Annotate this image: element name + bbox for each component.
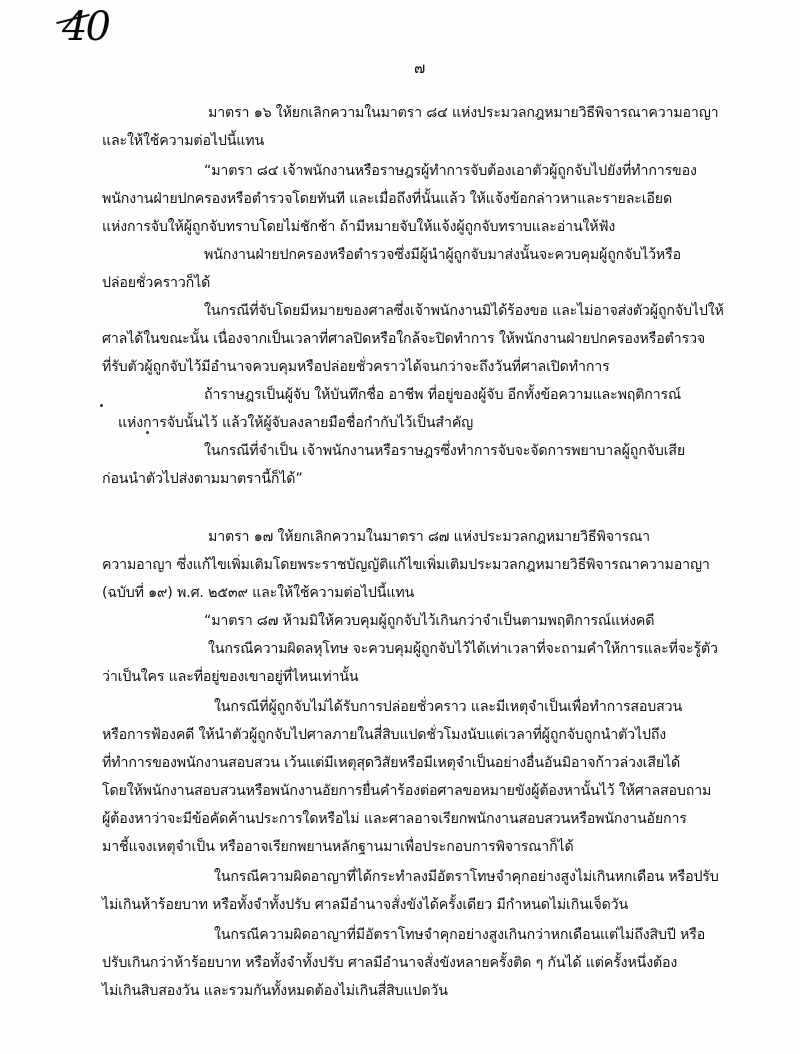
body-line: ในกรณีความผิดอาญาที่มีอัตราโทษจำคุกอย่างสูงเกินกว่าหกเดือนแต่ไม่ถึงสิบปี หรือ (214, 927, 706, 943)
body-line: ในกรณีที่จับโดยมีหมายของศาลซึ่งเจ้าพนักงานมิได้ร้องขอ และไม่อาจส่งตัวผู้ถูกจับไปให้ (204, 303, 724, 319)
body-line: โดยให้พนักงานสอบสวนหรือพนักงานอัยการยื่นคำร้องต่อศาลขอหมายขังผู้ต้องหานั้นไว้ ให้ศาลสอบถาม (102, 783, 712, 799)
body-line: “มาตรา ๘๗ ห้ามมิให้ควบคุมผู้ถูกจับไว้เกินกว่าจำเป็นตามพฤติการณ์แห่งคดี (204, 613, 655, 629)
body-line: ไม่เกินห้าร้อยบาท หรือทั้งจำทั้งปรับ ศาลมีอำนาจสั่งขังได้ครั้งเดียว มีกำหนดไม่เกินเจ็ดวัน (102, 897, 629, 913)
body-line: ปรับเกินกว่าห้าร้อยบาท หรือทั้งจำทั้งปรับ ศาลมีอำนาจสั่งขังหลายครั้งติด ๆ กันได้ แต่ครั้งหนึ่งต้อง (102, 955, 678, 971)
body-line: ศาลได้ในขณะนั้น เนื่องจากเป็นเวลาที่ศาลปิดหรือใกล้จะปิดทำการ ให้พนักงานฝ่ายปกครองหรือตำรวจ (102, 331, 706, 347)
body-line: ที่ทำการของพนักงานสอบสวน เว้นแต่มีเหตุสุดวิสัยหรือมีเหตุจำเป็นอย่างอื่นอันมิอาจก้าวล่วงเสียได้ (102, 755, 681, 771)
body-line: หรือการฟ้องคดี ให้นำตัวผู้ถูกจับไปศาลภายในสี่สิบแปดชั่วโมงนับแต่เวลาที่ผู้ถูกจับถูกนำตัวไปถึง (102, 727, 667, 743)
body-line: พนักงานฝ่ายปกครองหรือตำรวจซึ่งมีผู้นำผู้ถูกจับมาส่งนั้นจะควบคุมผู้ถูกจับไว้หรือ (204, 247, 681, 263)
body-line: (ฉบับที่ ๑๙) พ.ศ. ๒๕๓๙ และให้ใช้ความต่อไปนี้แทน (102, 585, 415, 601)
body-line: แห่งการจับนั้นไว้ แล้วให้ผู้จับลงลายมือชื่อกำกับไว้เป็นสำคัญ (118, 415, 474, 431)
body-line: พนักงานฝ่ายปกครองหรือตำรวจโดยทันที และเมื่อถึงที่นั้นแล้ว ให้แจ้งข้อกล่าวหาและรายละเอียด (102, 191, 673, 207)
scan-speck (100, 404, 103, 407)
body-line: ในกรณีที่ผู้ถูกจับไม่ได้รับการปล่อยชั่วคราว และมีเหตุจำเป็นเพื่อทำการสอบสวน (214, 699, 683, 715)
body-line: ที่รับตัวผู้ถูกจับไว้มีอำนาจควบคุมหรือปล่อยชั่วคราวได้จนกว่าจะถึงวันที่ศาลเปิดทำการ (102, 359, 610, 375)
body-line: “มาตรา ๘๔ เจ้าพนักงานหรือราษฎรผู้ทำการจับต้องเอาตัวผู้ถูกจับไปยังที่ทำการของ (204, 163, 697, 179)
body-line: ก่อนนำตัวไปส่งตามมาตรานี้ก็ได้” (102, 471, 303, 487)
handwritten-page-mark: 40 (62, 4, 109, 50)
page-number: ๗ (414, 59, 426, 77)
body-line: ผู้ต้องหาว่าจะมีข้อคัดค้านประการใดหรือไม่ และศาลอาจเรียกพนักงานสอบสวนหรือพนักงานอัยการ (102, 811, 687, 827)
body-line: มาชี้แจงเหตุจำเป็น หรืออาจเรียกพยานหลักฐานมาเพื่อประกอบการพิจารณาก็ได้ (102, 839, 574, 855)
body-line: ว่าเป็นใคร และที่อยู่ของเขาอยู่ที่ไหนเท่านั้น (102, 669, 359, 685)
body-line: และให้ใช้ความต่อไปนี้แทน (102, 133, 264, 149)
body-line: ไม่เกินสิบสองวัน และรวมกันทั้งหมดต้องไม่เกินสี่สิบแปดวัน (102, 983, 448, 999)
body-line: มาตรา ๑๖ ให้ยกเลิกความในมาตรา ๘๔ แห่งประมวลกฎหมายวิธีพิจารณาความอาญา (208, 105, 719, 121)
body-line: ปล่อยชั่วคราวก็ได้ (102, 275, 211, 291)
scan-speck (146, 431, 149, 434)
body-line: แห่งการจับให้ผู้ถูกจับทราบโดยไม่ชักช้า ถ้ามีหมายจับให้แจ้งผู้ถูกจับทราบและอ่านให้ฟัง (102, 219, 616, 235)
body-line: ความอาญา ซึ่งแก้ไขเพิ่มเติมโดยพระราชบัญญัติแก้ไขเพิ่มเติมประมวลกฎหมายวิธีพิจารณาความอาญา (102, 557, 710, 573)
body-line: ในกรณีความผิดลหุโทษ จะควบคุมผู้ถูกจับไว้ได้เท่าเวลาที่จะถามคำให้การและที่จะรู้ตัว (208, 641, 718, 657)
body-line: ในกรณีที่จำเป็น เจ้าพนักงานหรือราษฎรซึ่งทำการจับจะจัดการพยาบาลผู้ถูกจับเสีย (204, 443, 686, 459)
body-line: มาตรา ๑๗ ให้ยกเลิกความในมาตรา ๘๗ แห่งประมวลกฎหมายวิธีพิจารณา (208, 529, 650, 545)
body-line: ในกรณีความผิดอาญาที่ได้กระทำลงมีอัตราโทษจำคุกอย่างสูงไม่เกินหกเดือน หรือปรับ (214, 869, 719, 885)
body-line: ถ้าราษฎรเป็นผู้จับ ให้บันทึกชื่อ อาชีพ ที่อยู่ของผู้จับ อีกทั้งข้อความและพฤติการณ์ (204, 387, 682, 403)
